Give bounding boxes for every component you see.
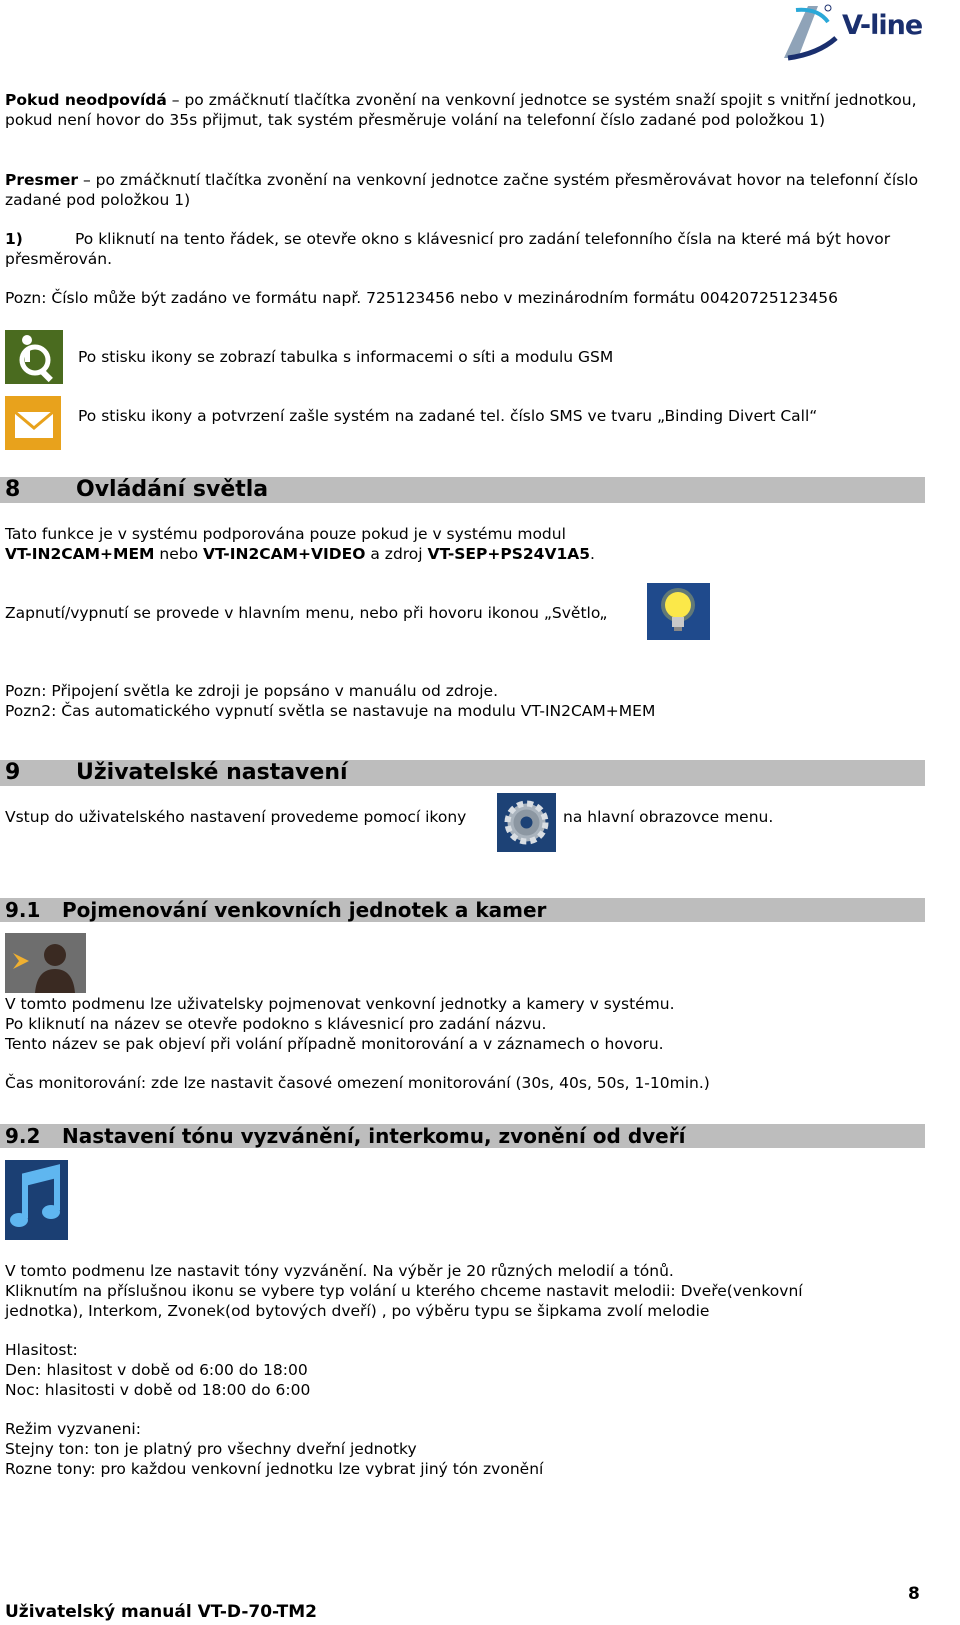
logo-wordmark: V-line <box>842 10 923 41</box>
paragraph-number-format-note: Pozn: Číslo může být zadáno ve formátu např. 725123456 nebo v mezinárodním formátu 00420725123456 <box>5 289 838 307</box>
light-note-2: Pozn2: Čas automatického vypnutí světla se nastavuje na modulu VT-IN2CAM+MEM <box>5 702 656 720</box>
info-search-icon <box>5 330 63 384</box>
section-9-1-monitoring: Čas monitorování: zde lze nastavit časové omezení monitorování (30s, 40s, 50s, 1-10min.) <box>5 1074 710 1092</box>
term-presmer: Presmer <box>5 171 79 189</box>
manual-footer: Uživatelský manuál VT-D-70-TM2 <box>5 1602 317 1622</box>
section-9-heading <box>0 760 925 786</box>
ring-mode-settings: Režim vyzvaneni: Stejny ton: ton je platný pro všechny dveřní jednotky Rozne tony: pro každou venkovní jednotku lze vybrat jiný tón zvonění <box>5 1420 544 1478</box>
section-number: 9.2 <box>5 1124 41 1148</box>
section-number: 8 <box>5 477 21 502</box>
light-note-1: Pozn: Připojení světla ke zdroji je popsáno v manuálu od zdroje. <box>5 682 499 700</box>
item-1-label: 1) <box>5 230 23 248</box>
sms-envelope-icon <box>5 396 61 450</box>
section-number: 9.1 <box>5 898 41 922</box>
paragraph-presmer: Presmer – po zmáčknutí tlačítka zvonění na venkovní jednotce začne systém přesměrovávat hovor na telefonní číslo zadané pod položkou 1) <box>5 171 919 209</box>
section-8-notes <box>5 681 925 721</box>
sms-icon-description: Po stisku ikony a potvrzení zašle systém na zadané tel. číslo SMS ve tvaru „Binding Divert Call“ <box>78 407 818 425</box>
section-8-heading <box>0 477 925 503</box>
light-bulb-icon <box>647 583 710 640</box>
section-title: Pojmenování venkovních jednotek a kamer <box>62 898 547 922</box>
page-number: 8 <box>908 1584 920 1604</box>
section-title: Nastavení tónu vyzvánění, interkomu, zvonění od dveří <box>62 1124 686 1148</box>
info-icon-description: Po stisku ikony se zobrazí tabulka s informacemi o síti a modulu GSM <box>78 348 614 366</box>
section-title: Ovládání světla <box>76 477 269 502</box>
section-8-paragraph-1: Tato funkce je v systému podporována pouze pokud je v systému modul VT-IN2CAM+MEM nebo VT-IN2CAM+VIDEO a zdroj VT-SEP+PS24V1A5. <box>5 525 595 563</box>
section-9-1-body: V tomto podmenu lze uživatelsky pojmenovat venkovní jednotky a kamery v systému. Po kliknutí na název se otevře podokno s klávesnicí pro zadání názvu. Tento název se pak objeví při volání případně monitorování a v záznamech o hovoru. <box>5 995 675 1053</box>
section-9-text-a: Vstup do uživatelského nastavení provedeme pomocí ikony <box>5 808 467 826</box>
section-8-light-text: Zapnutí/vypnutí se provede v hlavním menu, nebo při hovoru ikonou „Světlo„ <box>5 604 608 622</box>
term-pokud-neodpovida: Pokud neodpovídá <box>5 91 167 109</box>
section-9-1-heading <box>0 898 925 922</box>
section-number: 9 <box>5 760 21 785</box>
section-9-2-heading <box>0 1124 925 1148</box>
rename-person-icon <box>5 933 86 993</box>
volume-settings: Hlasitost: Den: hlasitost v době od 6:00 do 18:00 Noc: hlasitosti v době od 18:00 do 6:00 <box>5 1341 311 1399</box>
section-title: Uživatelské nastavení <box>76 760 348 785</box>
paragraph-pokud-neodpovida: Pokud neodpovídá – po zmáčknutí tlačítka zvonění na venkovní jednotce se systém snaží spojit s vnitřní jednotkou, pokud není hovor do 35s přijmut, tak systém přesměruje volání na telefonní číslo zadané pod položkou 1) <box>5 91 917 129</box>
settings-gear-icon <box>497 793 556 852</box>
section-9-text-b: na hlavní obrazovce menu. <box>563 808 774 826</box>
section-9-2-body: V tomto podmenu lze nastavit tóny vyzvánění. Na výběr je 20 různých melodií a tónů. Kliknutím na příslušnou ikonu se vybere typ volání u kterého chceme nastavit melodii: Dveře(venkovní jednotka), Interkom, Zvonek(od bytových dveří) , po výběru typu se šipkama zvolí melodie <box>5 1262 803 1320</box>
vline-logo <box>778 2 928 62</box>
music-note-icon <box>5 1160 68 1240</box>
paragraph-item-1: 1) Po kliknutí na tento řádek, se otevře okno s klávesnicí pro zadání telefonního čísla na které má být hovor přesměrován. <box>5 230 891 268</box>
